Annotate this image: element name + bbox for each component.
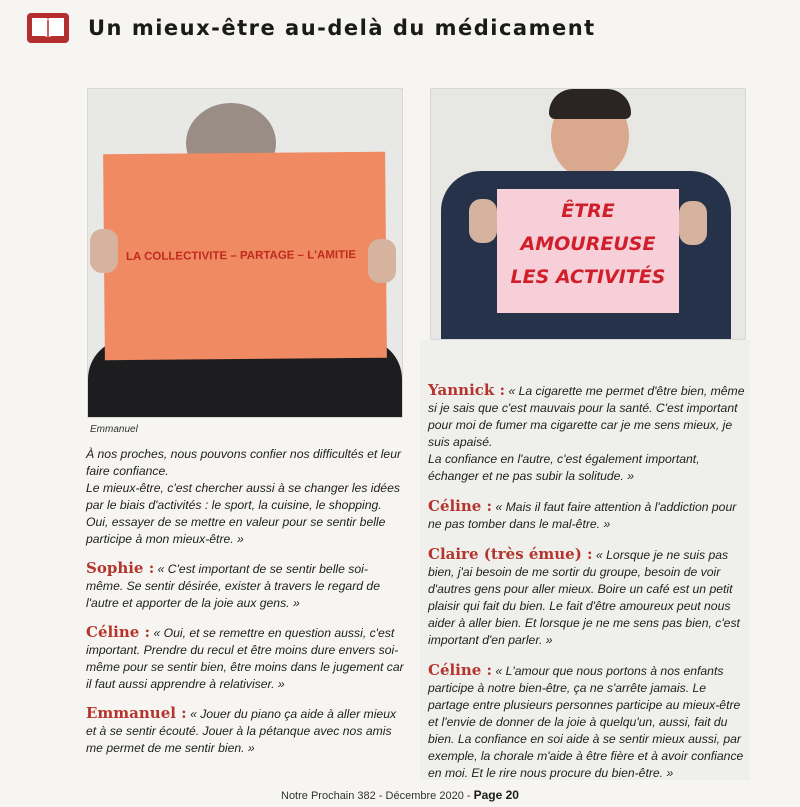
right-column [428, 382, 746, 782]
page-number: Page 20 [473, 788, 519, 802]
quote [86, 560, 404, 612]
sign-board [497, 189, 679, 313]
quote-text: « Jouer du piano ça aide à aller mieux et à se sentir écouté. Jouer à la pétanque avec nos amis me permet de me sentir bien. » [86, 707, 397, 755]
page-footer [0, 788, 800, 802]
quote-text: « Mais il faut faire attention à l'addiction pour ne pas tomber dans le mal-être. » [428, 500, 737, 531]
quote [86, 705, 404, 757]
speaker-name: Céline : [86, 623, 151, 641]
quote-text: « Lorsque je ne suis pas bien, j'ai besoin de me sortir du groupe, besoin de voir d'autres gens pour aller mieux. Boire un café est un petit plaisir qui fait du bien. Le fait d'être amoureux peut nous aider à aller bien. Et lorsque je ne me sens pas bien, c'est important d'en parler. » [428, 548, 740, 647]
page-header [22, 10, 782, 46]
hand [679, 201, 707, 245]
speaker-name: Claire (très émue) : [428, 545, 593, 563]
page-title: Un mieux-être au-delà du médicament [88, 16, 596, 40]
speaker-name: Yannick : [428, 381, 506, 399]
hand [90, 229, 118, 273]
sign-line: LES ACTIVITÉS [510, 266, 666, 288]
sign-text: LA COLLECTIVITE – PARTAGE – L'AMITIE [125, 249, 357, 264]
paragraph: À nos proches, nous pouvons confier nos difficultés et leur faire confiance. [86, 447, 402, 478]
photo-caption: Emmanuel [90, 424, 138, 435]
photo-sophie [430, 88, 746, 340]
hair [549, 89, 631, 119]
quote [428, 546, 746, 649]
speaker-name: Céline : [428, 661, 493, 679]
hand [469, 199, 497, 243]
photo-emmanuel [87, 88, 403, 418]
quote [428, 662, 746, 782]
speaker-name: Céline : [428, 497, 493, 515]
quote [86, 624, 404, 693]
sign-line: AMOUREUSE [520, 233, 656, 255]
footer-publication: Notre Prochain 382 - Décembre 2020 - [281, 790, 471, 802]
hand [368, 239, 396, 283]
quote-text: « Oui, et se remettre en question aussi, c'est important. Prendre du recul et être moins dure envers soi-même pour se sentir bien, être moins dans le jugement car il faut aussi apprendre à relativiser. » [86, 626, 404, 691]
sign-board [103, 152, 387, 360]
open-book-icon [26, 12, 70, 44]
quote-text: « L'amour que nous portons à nos enfants participe à notre bien-être, ça ne s'arrête jamais. Le partage entre plusieurs personnes participe au mieux-être et l'envie de donner de la joie à quelqu'un, aussi, fait du bien. La confiance en soi aide à se sentir mieux aussi, par exemple, la chorale m'aide à être fière et à avoir confiance en moi. Et le rire nous procure du bien-être. » [428, 664, 744, 780]
quote-text-continued: La confiance en l'autre, c'est également important, échanger et ne pas subir la solitude. » [428, 452, 700, 483]
left-column [86, 446, 404, 757]
quote [428, 382, 746, 451]
paragraph: Le mieux-être, c'est chercher aussi à se changer les idées par le biais d'activités : le sport, la cuisine, le shopping. Oui, essayer de se mettre en valeur pour se sentir belle participe à mon mieux-être. » [86, 481, 400, 546]
sign-line: ÊTRE [561, 200, 615, 222]
quote [428, 498, 746, 533]
quote-text: « La cigarette me permet d'être bien, même si je sais que c'est mauvais pour la santé. C'est important pour moi de fumer ma cigarette car je me sens mieux, je suis apaisé. [428, 384, 745, 449]
speaker-name: Sophie : [86, 559, 155, 577]
quote-text: « C'est important de se sentir belle soi-même. Se sentir désirée, exister à travers le regard de l'autre et apporter de la joie aux gens. » [86, 562, 380, 610]
speaker-name: Emmanuel : [86, 704, 187, 722]
